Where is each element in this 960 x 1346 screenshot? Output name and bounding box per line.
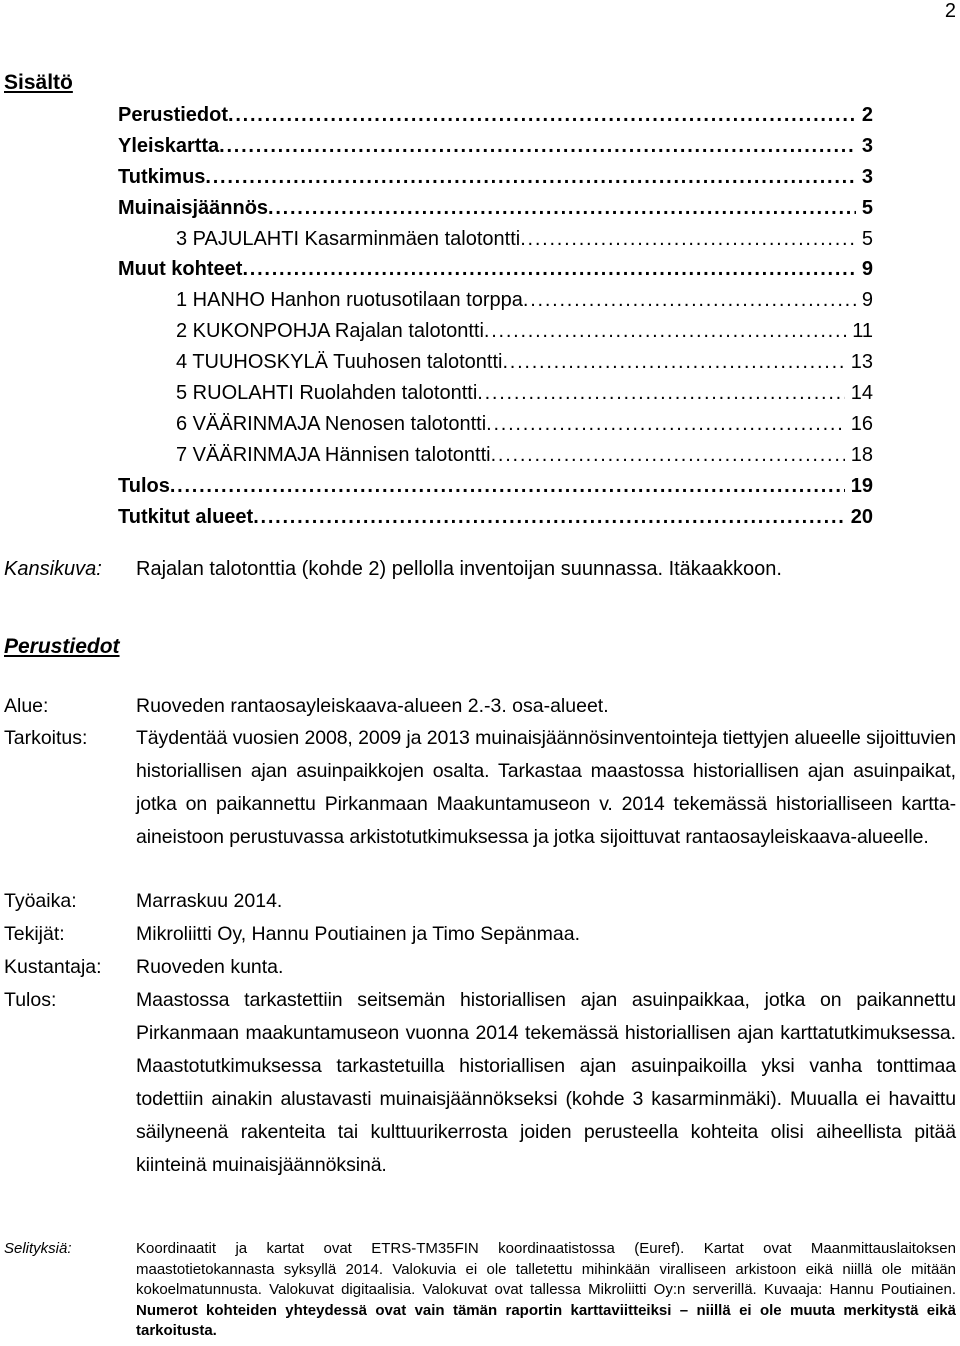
field-label: Alue:	[4, 695, 49, 717]
table-of-contents	[118, 100, 873, 532]
notes-bold: Numerot kohteiden yhteydessä ovat vain tämän raportin karttaviitteiksi – niillä ei ole muuta merkitystä eikä tarkoitusta.	[136, 1301, 956, 1340]
field-label: Tarkoitus:	[4, 727, 88, 749]
field-kustantaja	[4, 951, 956, 984]
field-label: Tulos:	[4, 989, 57, 1011]
toc-entry-page: 3	[861, 134, 873, 157]
toc-entry-page: 14	[850, 382, 873, 405]
field-label: Tekijät:	[4, 923, 65, 945]
field-tulos	[4, 984, 956, 1181]
toc-entry[interactable]	[118, 224, 873, 255]
notes	[4, 1239, 956, 1342]
toc-entry-page: 20	[850, 505, 873, 528]
toc-entry-title: 3 PAJULAHTI Kasarminmäen talotontti	[176, 227, 521, 250]
toc-entry-page: 5	[861, 227, 873, 250]
field-tarkoitus	[4, 722, 956, 854]
toc-dot-leader	[219, 131, 856, 162]
toc-dot-leader	[484, 316, 846, 347]
toc-entry-page: 11	[852, 320, 873, 343]
toc-entry[interactable]	[118, 193, 873, 224]
toc-entry-page: 5	[861, 196, 873, 219]
toc-entry[interactable]	[118, 378, 873, 409]
toc-dot-leader	[520, 224, 856, 255]
toc-entry-page: 16	[850, 412, 873, 435]
perustiedot-heading: Perustiedot	[4, 635, 120, 658]
toc-dot-leader	[491, 440, 845, 471]
field-tyoaika	[4, 885, 956, 918]
field-alue	[4, 690, 956, 723]
toc-entry-title: 4 TUUHOSKYLÄ Tuuhosen talotontti	[176, 351, 503, 374]
page-number: 2	[944, 0, 956, 22]
toc-entry-title: Yleiskartta	[118, 134, 220, 157]
toc-entry-page: 19	[850, 474, 873, 497]
toc-entry-title: Tutkimus	[118, 165, 206, 188]
toc-entry-page: 13	[850, 351, 873, 374]
toc-dot-leader	[268, 193, 856, 224]
toc-entry-page: 9	[861, 258, 873, 281]
field-value: Maastossa tarkastettiin seitsemän historiallisen ajan asuinpaikkaa, jotka on paikannettu Pirkanmaan maakuntamuseon vuonna 2014 tekemässä historiallisen ajan karttatutkimuksessa. Maastotutkimuksessa tarkastetuilla historiallisen ajan asuinpaikoilla yksi vanha tonttimaa todettiin ainakin alustavasti muinaisjäännökseksi (kohde 3 kasarminmäki). Muualla ei havaittu säilyneenä rakenteita tai kulttuurikerrosta joiden perusteella kohteita olisi aiheellista pitää kiinteinä muinaisjäännöksinä.	[136, 989, 956, 1176]
toc-entry-page: 18	[850, 443, 873, 466]
toc-entry-title: Muut kohteet	[118, 258, 243, 281]
toc-entry[interactable]	[118, 316, 873, 347]
toc-entry[interactable]	[118, 100, 873, 131]
toc-entry-title: Muinaisjäännös	[118, 196, 269, 219]
toc-entry[interactable]	[118, 254, 873, 285]
field-value: Ruoveden kunta.	[136, 956, 284, 978]
toc-dot-leader	[523, 285, 856, 316]
field-label: Työaika:	[4, 890, 77, 912]
field-value: Mikroliitti Oy, Hannu Poutiainen ja Timo Sepänmaa.	[136, 923, 581, 945]
field-tekijat	[4, 918, 956, 951]
field-value: Marraskuu 2014.	[136, 890, 283, 912]
toc-dot-leader	[205, 162, 855, 193]
toc-heading: Sisältö	[4, 71, 73, 94]
toc-entry-title: 2 KUKONPOHJA Rajalan talotontti	[176, 320, 484, 343]
notes-text	[136, 1239, 956, 1342]
toc-entry-title: 5 RUOLAHTI Ruolahden talotontti	[176, 382, 478, 405]
toc-entry[interactable]	[118, 502, 873, 533]
toc-entry[interactable]	[118, 347, 873, 378]
toc-entry-title: 7 VÄÄRINMAJA Hännisen talotontti	[176, 443, 491, 466]
toc-entry-page: 3	[861, 165, 873, 188]
toc-dot-leader	[502, 347, 844, 378]
field-label: Kustantaja:	[4, 956, 102, 978]
toc-dot-leader	[477, 378, 844, 409]
cover-caption-label: Kansikuva:	[4, 558, 102, 580]
toc-entry-title: 6 VÄÄRINMAJA Nenosen talotontti	[176, 412, 487, 435]
toc-entry[interactable]	[118, 162, 873, 193]
toc-entry-page: 9	[861, 289, 873, 312]
toc-entry[interactable]	[118, 440, 873, 471]
toc-entry[interactable]	[118, 285, 873, 316]
toc-entry-title: Tutkitut alueet	[118, 505, 254, 528]
toc-entry[interactable]	[118, 471, 873, 502]
toc-entry-page: 2	[861, 104, 873, 126]
toc-dot-leader	[486, 409, 845, 440]
notes-label: Selityksiä:	[4, 1240, 72, 1257]
toc-dot-leader	[242, 254, 855, 285]
toc-dot-leader	[228, 100, 856, 131]
toc-entry-title: Perustiedot	[118, 104, 229, 126]
toc-entry[interactable]	[118, 131, 873, 162]
cover-caption-text: Rajalan talotonttia (kohde 2) pellolla inventoijan suunnassa. Itäkaakkoon.	[136, 558, 782, 580]
field-value: Täydentää vuosien 2008, 2009 ja 2013 muinaisjäännösinventointeja tiettyjen alueelle sijoittuvien historiallisen ajan asuinpaikkojen osalta. Tarkastaa maastossa historiallisen ajan asuinpaikat, jotka on paikannettu Pirkanmaan Maakuntamuseon v. 2014 tekemässä historialliseen kartta-aineistoon perustuvassa arkistotutkimuksessa ja jotka sijoittuvat rantaosayleiskaava-alueelle.	[136, 727, 956, 848]
toc-entry-title: Tulos	[118, 474, 170, 497]
toc-entry-title: 1 HANHO Hanhon ruotusotilaan torppa	[176, 289, 523, 312]
notes-body: Koordinaatit ja kartat ovat ETRS-TM35FIN koordinaatistossa (Euref). Kartat ovat Maanmittauslaitoksen maastotietokannasta syksyllä 2014. Valokuvia ei ole talletettu mihinkään viralliseen arkistoon eikä niillä ole mitään kokoelmatunnusta. Valokuvat digitaalisia. Valokuvat ovat tallessa Mikroliitti Oy:n serverillä. Kuvaaja: Hannu Poutiainen.	[136, 1240, 956, 1299]
toc-dot-leader	[170, 471, 845, 502]
toc-entry[interactable]	[118, 409, 873, 440]
toc-dot-leader	[253, 502, 845, 533]
field-value: Ruoveden rantaosayleiskaava-alueen 2.-3. osa-alueet.	[136, 695, 609, 717]
